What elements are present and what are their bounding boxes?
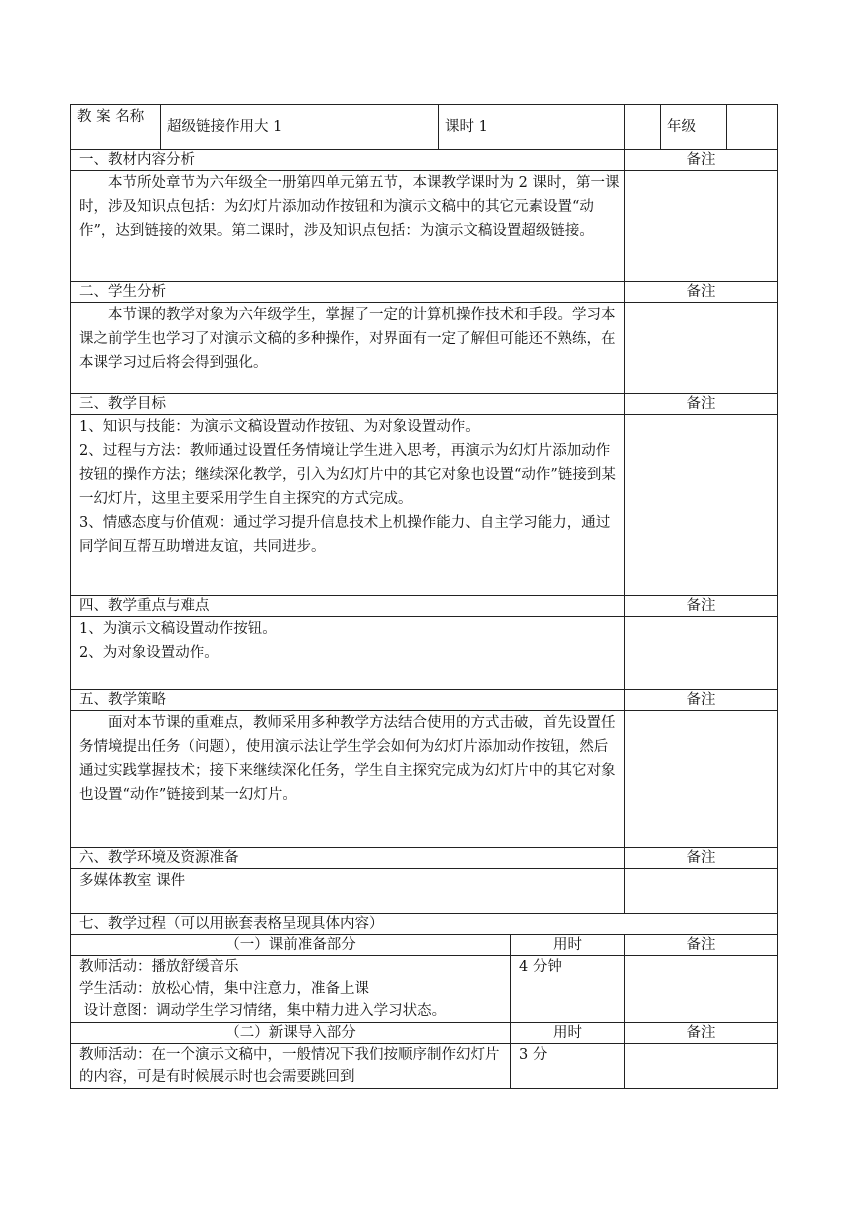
section-1-heading-row	[71, 150, 778, 171]
part-1-body	[71, 956, 511, 1023]
part-1-line-1: 教师活动：播放舒缓音乐	[79, 959, 239, 975]
period-value	[625, 105, 661, 150]
objective-2: 2、过程与方法：教师通过设置任务情境让学生进入思考，再演示为幻灯片添加动作按钮的操作方法；继续深化教学，引入为幻灯片中的其它对象也设置“动作”链接到某一幻灯片，这里主要采用学生自主探究的方式完成。	[79, 443, 616, 507]
section-2-heading-row	[71, 282, 778, 303]
part-2-text: 教师活动：在一个演示文稿中，一般情况下我们按顺序制作幻灯片的内容，可是有时候展示时也会需要跳回到	[71, 1044, 511, 1089]
period-label: 课时 1	[439, 105, 625, 150]
section-4-note-label: 备注	[625, 596, 778, 617]
grade-value	[727, 105, 778, 150]
section-5-text: 面对本节课的重难点，教师采用多种教学方法结合使用的方式击破，首先设置任务情境提出任务（问题），使用演示法让学生学会如何为幻灯片添加动作按钮，然后通过实践掌握技术；接下来继续深化任务，学生自主探究完成为幻灯片中的其它对象也设置“动作”链接到某一幻灯片。	[71, 711, 625, 848]
part-1-title: （一）课前准备部分	[71, 935, 511, 956]
section-6-note-cell	[625, 869, 778, 914]
objective-3: 3、情感态度与价值观：通过学习提升信息技术上机操作能力、自主学习能力，通过同学间互帮互助增进友谊，共同进步。	[79, 515, 611, 555]
header-row	[71, 105, 778, 150]
section-6-note-label: 备注	[625, 848, 778, 869]
section-4-heading-row	[71, 596, 778, 617]
section-4-body-row	[71, 617, 778, 690]
section-5-note-cell	[625, 711, 778, 848]
section-5-note-label: 备注	[625, 690, 778, 711]
section-4-note-cell	[625, 617, 778, 690]
lesson-plan-document	[70, 104, 777, 1089]
part-1-time: 4 分钟	[511, 956, 625, 1023]
part-2-time: 3 分	[511, 1044, 625, 1089]
part-2-body-row	[71, 1044, 778, 1089]
part-1-note-label: 备注	[625, 935, 778, 956]
section-6-title: 六、教学环境及资源准备	[71, 848, 625, 869]
section-6-body-row	[71, 869, 778, 914]
part-2-note-label: 备注	[625, 1023, 778, 1044]
grade-label: 年级	[661, 105, 727, 150]
lesson-name-label: 教 案 名称	[71, 105, 161, 150]
section-6-heading-row	[71, 848, 778, 869]
part-2-heading-row	[71, 1023, 778, 1044]
part-2-note-cell	[625, 1044, 778, 1089]
objective-1: 1、知识与技能：为演示文稿设置动作按钮、为对象设置动作。	[79, 419, 480, 435]
section-3-title: 三、教学目标	[71, 394, 625, 415]
lesson-name-value: 超级链接作用大 1	[161, 105, 439, 150]
section-1-body-row	[71, 171, 778, 282]
section-4-title: 四、教学重点与难点	[71, 596, 625, 617]
section-2-note-cell	[625, 303, 778, 394]
lesson-plan-table	[70, 104, 778, 1089]
section-5-title: 五、教学策略	[71, 690, 625, 711]
section-2-body-row	[71, 303, 778, 394]
part-1-time-label: 用时	[511, 935, 625, 956]
section-7-heading-row	[71, 914, 778, 935]
section-3-note-label: 备注	[625, 394, 778, 415]
section-3-body	[71, 415, 625, 596]
section-5-heading-row	[71, 690, 778, 711]
section-5-body-row	[71, 711, 778, 848]
part-1-note-cell	[625, 956, 778, 1023]
key-point-1: 1、为演示文稿设置动作按钮。	[79, 621, 277, 637]
part-2-time-label: 用时	[511, 1023, 625, 1044]
part-1-line-2: 学生活动：放松心情，集中注意力，准备上课	[79, 981, 369, 997]
section-7-title: 七、教学过程（可以用嵌套表格呈现具体内容）	[71, 914, 778, 935]
section-2-title: 二、学生分析	[71, 282, 625, 303]
section-2-text: 本节课的教学对象为六年级学生，掌握了一定的计算机操作技术和手段。学习本课之前学生也学习了对演示文稿的多种操作，对界面有一定了解但可能还不熟练，在本课学习过后将会得到强化。	[71, 303, 625, 394]
key-point-2: 2、为对象设置动作。	[79, 645, 219, 661]
section-1-title: 一、教材内容分析	[71, 150, 625, 171]
part-2-title: （二）新课导入部分	[71, 1023, 511, 1044]
section-1-note-cell	[625, 171, 778, 282]
section-4-body	[71, 617, 625, 690]
section-3-note-cell	[625, 415, 778, 596]
part-1-heading-row	[71, 935, 778, 956]
section-1-text: 本节所处章节为六年级全一册第四单元第五节，本课教学课时为 2 课时，第一课时，涉及知识点包括：为幻灯片添加动作按钮和为演示文稿中的其它元素设置“动作”，达到链接的效果。第二课时，涉及知识点包括：为演示文稿设置超级链接。	[71, 171, 625, 282]
section-1-note-label: 备注	[625, 150, 778, 171]
section-3-heading-row	[71, 394, 778, 415]
part-1-body-row	[71, 956, 778, 1023]
section-2-note-label: 备注	[625, 282, 778, 303]
section-3-body-row	[71, 415, 778, 596]
part-1-line-3: 设计意图：调动学生学习情绪，集中精力进入学习状态。	[79, 1003, 447, 1019]
section-6-text: 多媒体教室 课件	[71, 869, 625, 914]
